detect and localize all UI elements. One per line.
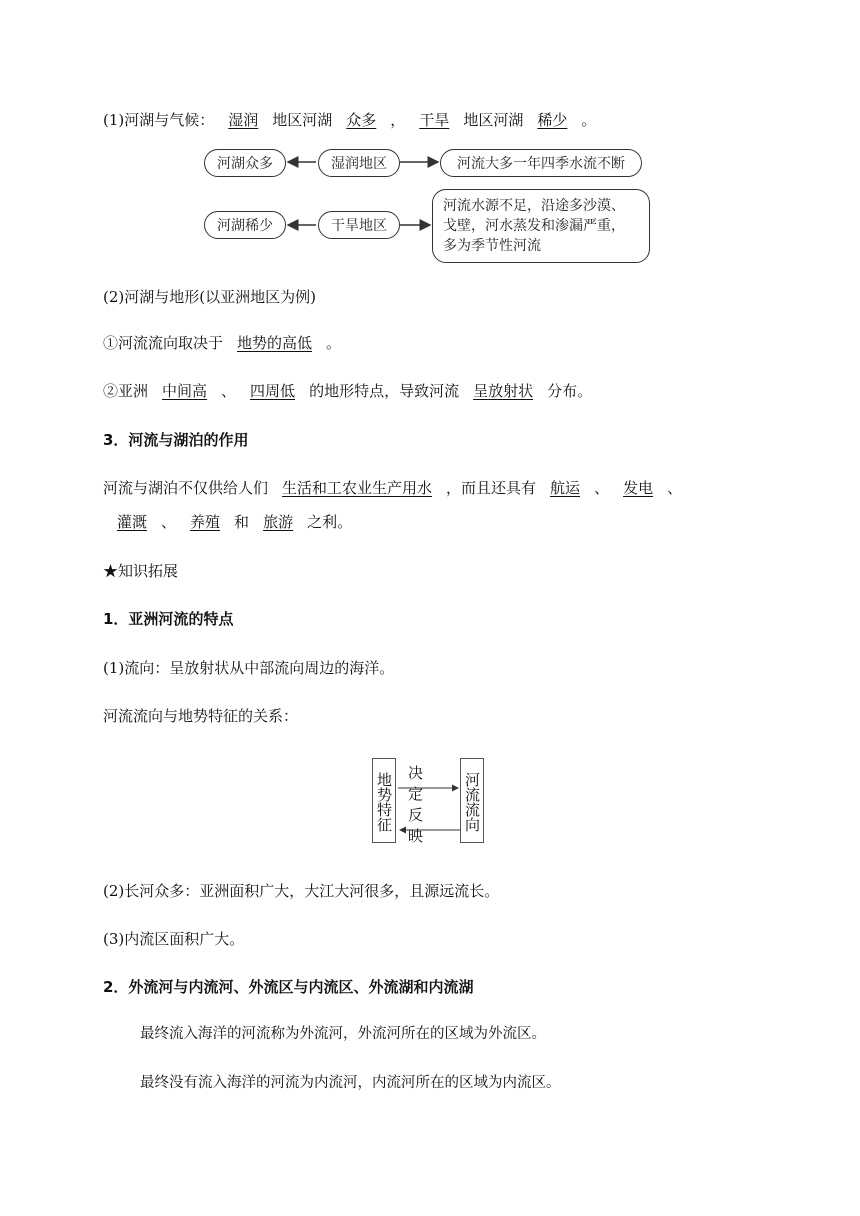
blank-answer: 四周低 [250,382,296,400]
box-few-lakes: 河湖稀少 [204,211,286,239]
blank-answer: 湿润 [228,111,259,129]
box-many-lakes: 河湖众多 [204,149,286,177]
role-line-2: 灌溉 、 养殖 和 旅游 之利。 [103,512,352,532]
flow-direction-text: (1)流向：呈放射状从中部流向周边的海洋。 [103,659,395,677]
asia-terrain-line: ②亚洲 中间高 、 四周低 的地形特点，导致河流 呈放射状 分布。 [103,382,593,400]
blank-answer: 呈放射状 [473,382,534,400]
section-heading: 3．河流与湖泊的作用 [103,431,249,449]
flow-direction-line: ①河流流向取决于 地势的高低 。 [103,334,342,352]
endorheic-definition: 最终没有流入海洋的河流为内流河，内流河所在的区域为内流区。 [140,1075,561,1091]
terrain-feature-box: 地势特征 [372,758,396,843]
determines-label: 决定 [408,764,424,803]
blank-answer: 稀少 [537,111,568,129]
blank-answer: 众多 [346,111,377,129]
reflects-label: 反映 [408,806,424,845]
knowledge-extension-label: ★知识拓展 [103,562,179,580]
blank-answer: 旅游 [263,513,294,531]
blank-answer: 地势的高低 [237,334,313,352]
blank-answer: 干旱 [419,111,450,129]
blank-answer: 养殖 [190,513,221,531]
blank-answer: 发电 [623,479,654,497]
climate-line: (1)河湖与气候： 湿润 地区河湖 众多 ， 干旱 地区河湖 稀少 。 [103,111,597,129]
role-line-1: 河流与湖泊不仅供给人们 生活和工农业生产用水 ，而且还具有 航运 、 发电 、 [103,479,683,497]
relation-intro: 河流流向与地势特征的关系： [103,707,299,725]
box-perennial-flow: 河流大多一年四季水流不断 [440,149,642,177]
blank-answer: 生活和工农业生产用水 [282,479,433,497]
exorheic-definition: 最终流入海洋的河流称为外流河，外流河所在的区域为外流区。 [140,1026,546,1042]
section-heading: 1．亚洲河流的特点 [103,610,234,628]
blank-answer: 灌溉 [117,513,148,531]
long-rivers-text: (2)长河众多：亚洲面积广大，大江大河很多，且源远流长。 [103,882,500,900]
blank-answer: 航运 [550,479,581,497]
section-heading: 2．外流河与内流河、外流区与内流区、外流湖和内流湖 [103,978,474,996]
box-humid-region: 湿润地区 [318,149,400,177]
inland-area-text: (3)内流区面积广大。 [103,930,245,948]
box-arid-region: 干旱地区 [318,211,400,239]
river-flow-box: 河流流向 [460,758,484,843]
terrain-heading: (2)河湖与地形(以亚洲地区为例) [103,288,316,306]
blank-answer: 中间高 [162,382,208,400]
box-seasonal-rivers: 河流水源不足，沿途多沙漠、 戈壁，河水蒸发和渗漏严重， 多为季节性河流 [432,189,650,263]
